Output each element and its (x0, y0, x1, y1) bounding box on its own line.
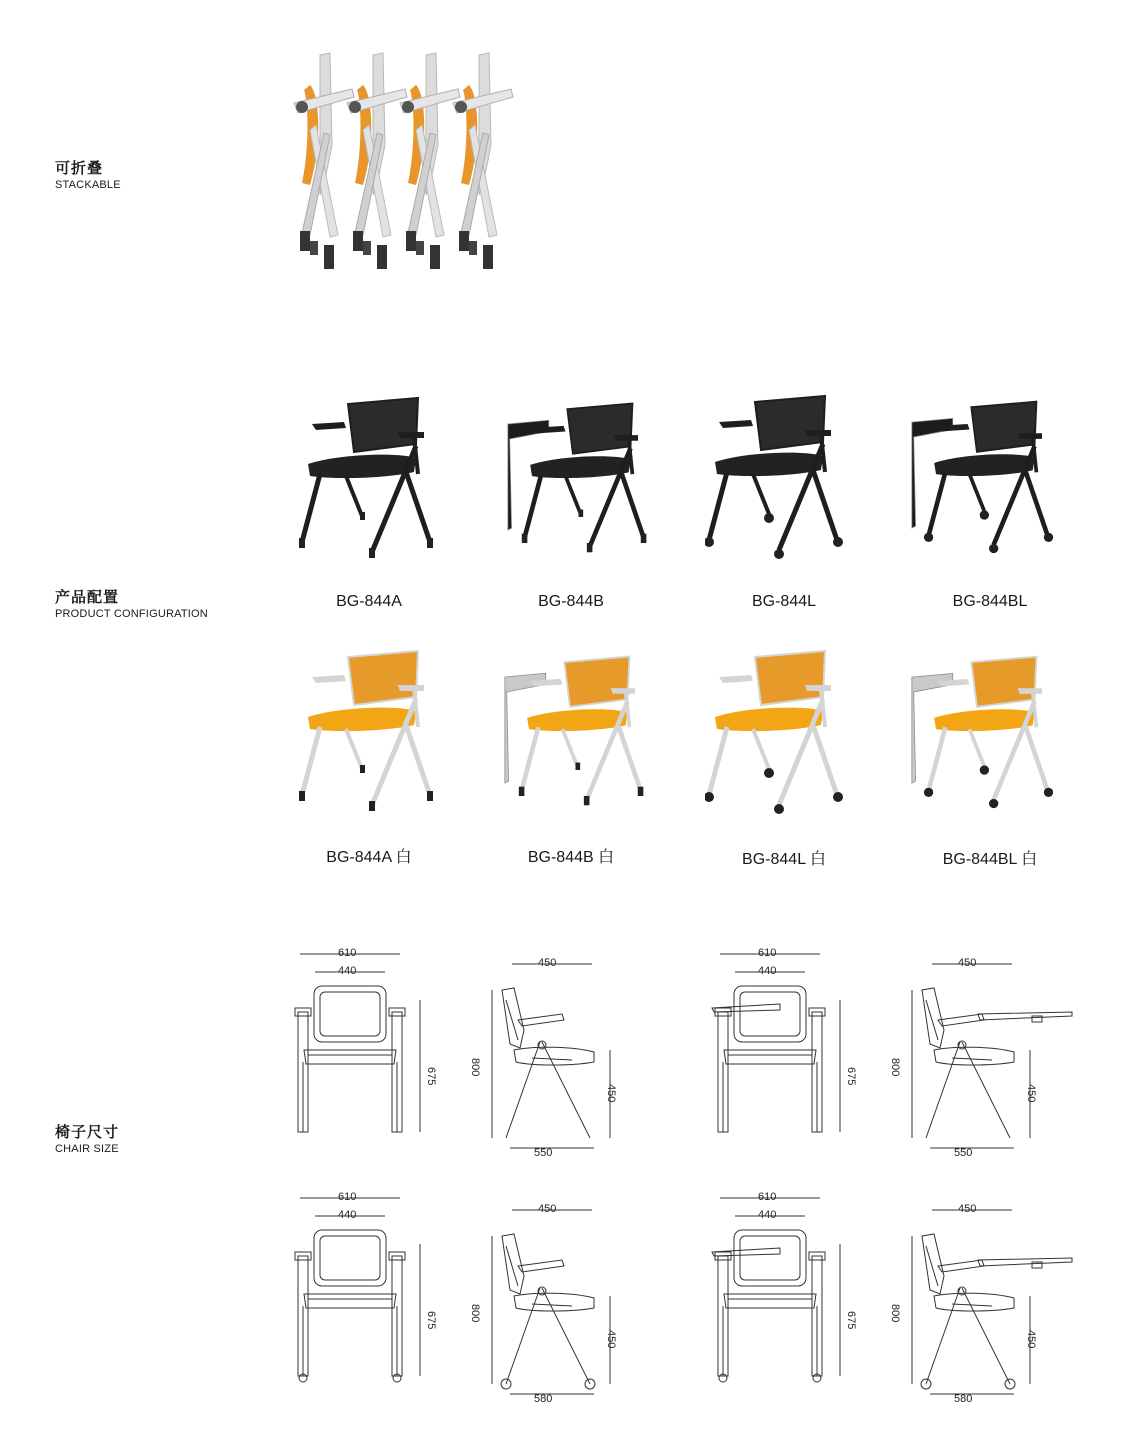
dim-side-depth: 450 (538, 1203, 557, 1215)
side-view-drawing-4 (882, 1196, 1082, 1406)
dim-front-height: 675 (425, 1067, 437, 1086)
section-title-zh: 产品配置 (55, 589, 120, 606)
model-label-bg-844a: BG-844A (336, 593, 402, 610)
chair-image-bg-844a-white (298, 645, 438, 815)
stacked-chairs-image (280, 45, 530, 285)
dim-base-depth: 580 (954, 1393, 973, 1405)
dim-side-height: 800 (469, 1058, 481, 1077)
dim-seat-height: 450 (605, 1084, 617, 1103)
dim-base-depth: 580 (534, 1393, 553, 1405)
side-view-drawing-1 (462, 950, 642, 1160)
model-label-bg-844l: BG-844L (751, 593, 817, 610)
section-title-en: STACKABLE (55, 179, 121, 191)
chair-image-bg-844b (506, 392, 651, 562)
chair-image-bg-844bl (910, 390, 1055, 562)
chair-image-bg-844l (705, 390, 845, 562)
section-label-config (55, 589, 208, 621)
chair-image-bg-844l-white (705, 645, 845, 817)
dim-front-outer-width: 610 (338, 1191, 357, 1203)
dim-front-inner-width: 440 (338, 965, 357, 977)
model-label-bg-844bl-white: BG-844BL 白 (942, 851, 1038, 868)
section-label-size (55, 1124, 119, 1156)
dim-front-height: 675 (845, 1067, 857, 1086)
model-label-bg-844l-white: BG-844L 白 (742, 851, 826, 868)
dim-seat-height: 450 (605, 1330, 617, 1349)
dim-front-outer-width: 610 (758, 947, 777, 959)
dim-side-depth: 450 (958, 1203, 977, 1215)
model-label-bg-844a-white: BG-844A 白 (326, 849, 412, 866)
front-view-drawing-2 (710, 942, 860, 1142)
dim-seat-height: 450 (1025, 1084, 1037, 1103)
side-view-drawing-2 (882, 950, 1082, 1160)
dim-seat-height: 450 (1025, 1330, 1037, 1349)
chair-image-bg-844a (298, 392, 438, 562)
dim-side-height: 800 (889, 1304, 901, 1323)
dim-front-height: 675 (425, 1311, 437, 1330)
front-view-drawing-3 (290, 1186, 440, 1386)
model-label-bg-844b: BG-844B (538, 593, 604, 610)
front-view-drawing-4 (710, 1186, 860, 1386)
section-title-zh: 椅子尺寸 (55, 1124, 120, 1141)
model-label-bg-844b-white: BG-844B 白 (527, 849, 615, 866)
section-title-zh: 可折叠 (55, 160, 104, 177)
section-label-stackable (55, 160, 121, 192)
dim-base-depth: 550 (534, 1147, 553, 1159)
chair-image-bg-844bl-white (910, 645, 1055, 817)
dim-side-height: 800 (469, 1304, 481, 1323)
dim-side-height: 800 (889, 1058, 901, 1077)
dim-front-inner-width: 440 (338, 1209, 357, 1221)
dim-front-outer-width: 610 (338, 947, 357, 959)
dim-front-inner-width: 440 (758, 1209, 777, 1221)
dim-side-depth: 450 (958, 957, 977, 969)
dim-front-outer-width: 610 (758, 1191, 777, 1203)
section-title-en: PRODUCT CONFIGURATION (55, 608, 208, 620)
front-view-drawing-1 (290, 942, 440, 1142)
section-title-en: CHAIR SIZE (55, 1143, 119, 1155)
dim-front-inner-width: 440 (758, 965, 777, 977)
chair-image-bg-844b-white (503, 645, 648, 815)
dim-front-height: 675 (845, 1311, 857, 1330)
side-view-drawing-3 (462, 1196, 642, 1406)
dim-base-depth: 550 (954, 1147, 973, 1159)
dim-side-depth: 450 (538, 957, 557, 969)
model-label-bg-844bl: BG-844BL (952, 593, 1028, 610)
